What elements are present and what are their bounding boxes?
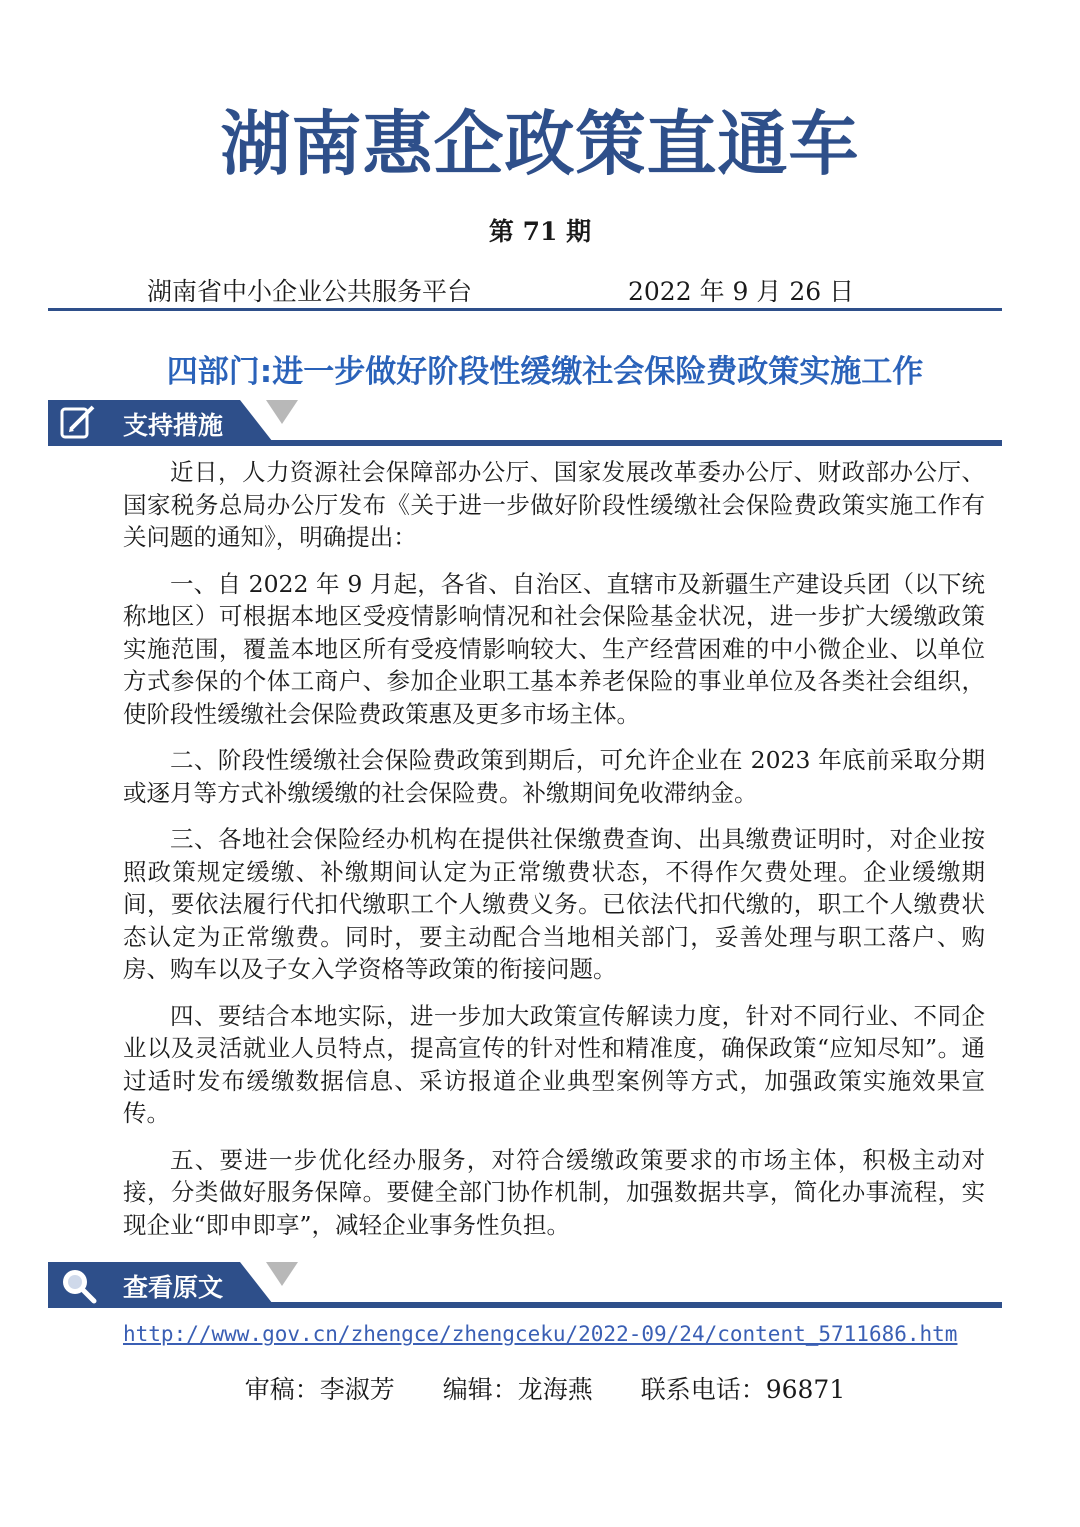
paragraph: 三、各地社会保险经办机构在提供社保缴费查询、出具缴费证明时，对企业按照政策规定缓缴、补缴期间认定为正常缴费状态，不得作欠费处理。企业缓缴期间，要依法履行代扣代缴职工个人缴费义务。已依法代扣代缴的，职工个人缴费状态认定为正常缴费。同时，要主动配合当地相关部门，妥善处理与职工落户、购房、购车以及子女入学资格等政策的衔接问题。: [123, 825, 985, 983]
paragraph: 五、要进一步优化经办服务，对符合缓缴政策要求的市场主体，积极主动对接，分类做好服务保障。要健全部门协作机制，加强数据共享，简化办事流程，实现企业“即申即享”，减轻企业事务性负担。: [123, 1145, 985, 1239]
paragraph: 四、要结合本地实际，进一步加大政策宣传解读力度，针对不同行业、不同企业以及灵活就业人员特点，提高宣传的针对性和精准度，确保政策“应知尽知”。通过适时发布缓缴数据信息、采访报道企业典型案例等方式，加强政策实施效果宣传。: [123, 1001, 985, 1127]
section-triangle-decoration: [266, 1262, 298, 1286]
reviewer-credit: 审稿：李淑芳: [244, 1375, 395, 1404]
source-link[interactable]: http://www.gov.cn/zhengce/zhengceku/2022-09/24/content_5711686.htm: [123, 1322, 958, 1346]
section-header-original: [48, 1262, 1002, 1308]
masthead-title: 湖南惠企政策直通车: [220, 102, 860, 185]
issue-number: 第 71 期: [488, 217, 592, 246]
section-triangle-decoration: [266, 400, 298, 424]
publish-date: 2022 年 9 月 26 日: [628, 277, 855, 306]
contact-phone: 联系电话：96871: [640, 1375, 846, 1404]
section-label: 支持措施: [123, 411, 224, 440]
paragraph: 近日，人力资源社会保障部办公厅、国家发展改革委办公厅、财政部办公厅、国家税务总局办公厅发布《关于进一步做好阶段性缓缴社会保险费政策实施工作有关问题的通知》，明确提出：: [123, 458, 985, 551]
section-header-measures: [48, 400, 1002, 446]
header-divider: [48, 308, 1002, 311]
editor-credit: 编辑：龙海燕: [442, 1375, 593, 1404]
pen-note-icon: [58, 404, 98, 442]
article-body: [123, 456, 985, 1255]
publisher-name: 湖南省中小企业公共服务平台: [147, 277, 473, 306]
paragraph: 二、阶段性缓缴社会保险费政策到期后，可允许企业在 2023 年底前采取分期或逐月等方式补缴缓缴的社会保险费。补缴期间免收滞纳金。: [123, 746, 985, 807]
credits-line: [0, 1370, 1080, 1406]
paragraph: 一、自 2022 年 9 月起，各省、自治区、直辖市及新疆生产建设兵团（以下统称地区）可根据本地区受疫情影响情况和社会保险基金状况，进一步扩大缓缴政策实施范围，覆盖本地区所有受疫情影响较大、生产经营困难的中小微企业、以单位方式参保的个体工商户、参加企业职工基本养老保险的事业单位及各类社会组织，使阶段性缓缴社会保险费政策惠及更多市场主体。: [123, 569, 985, 728]
article-headline: 四部门:进一步做好阶段性缓缴社会保险费政策实施工作: [166, 354, 924, 390]
magnifier-icon: [58, 1266, 98, 1304]
section-label: 查看原文: [123, 1273, 224, 1302]
